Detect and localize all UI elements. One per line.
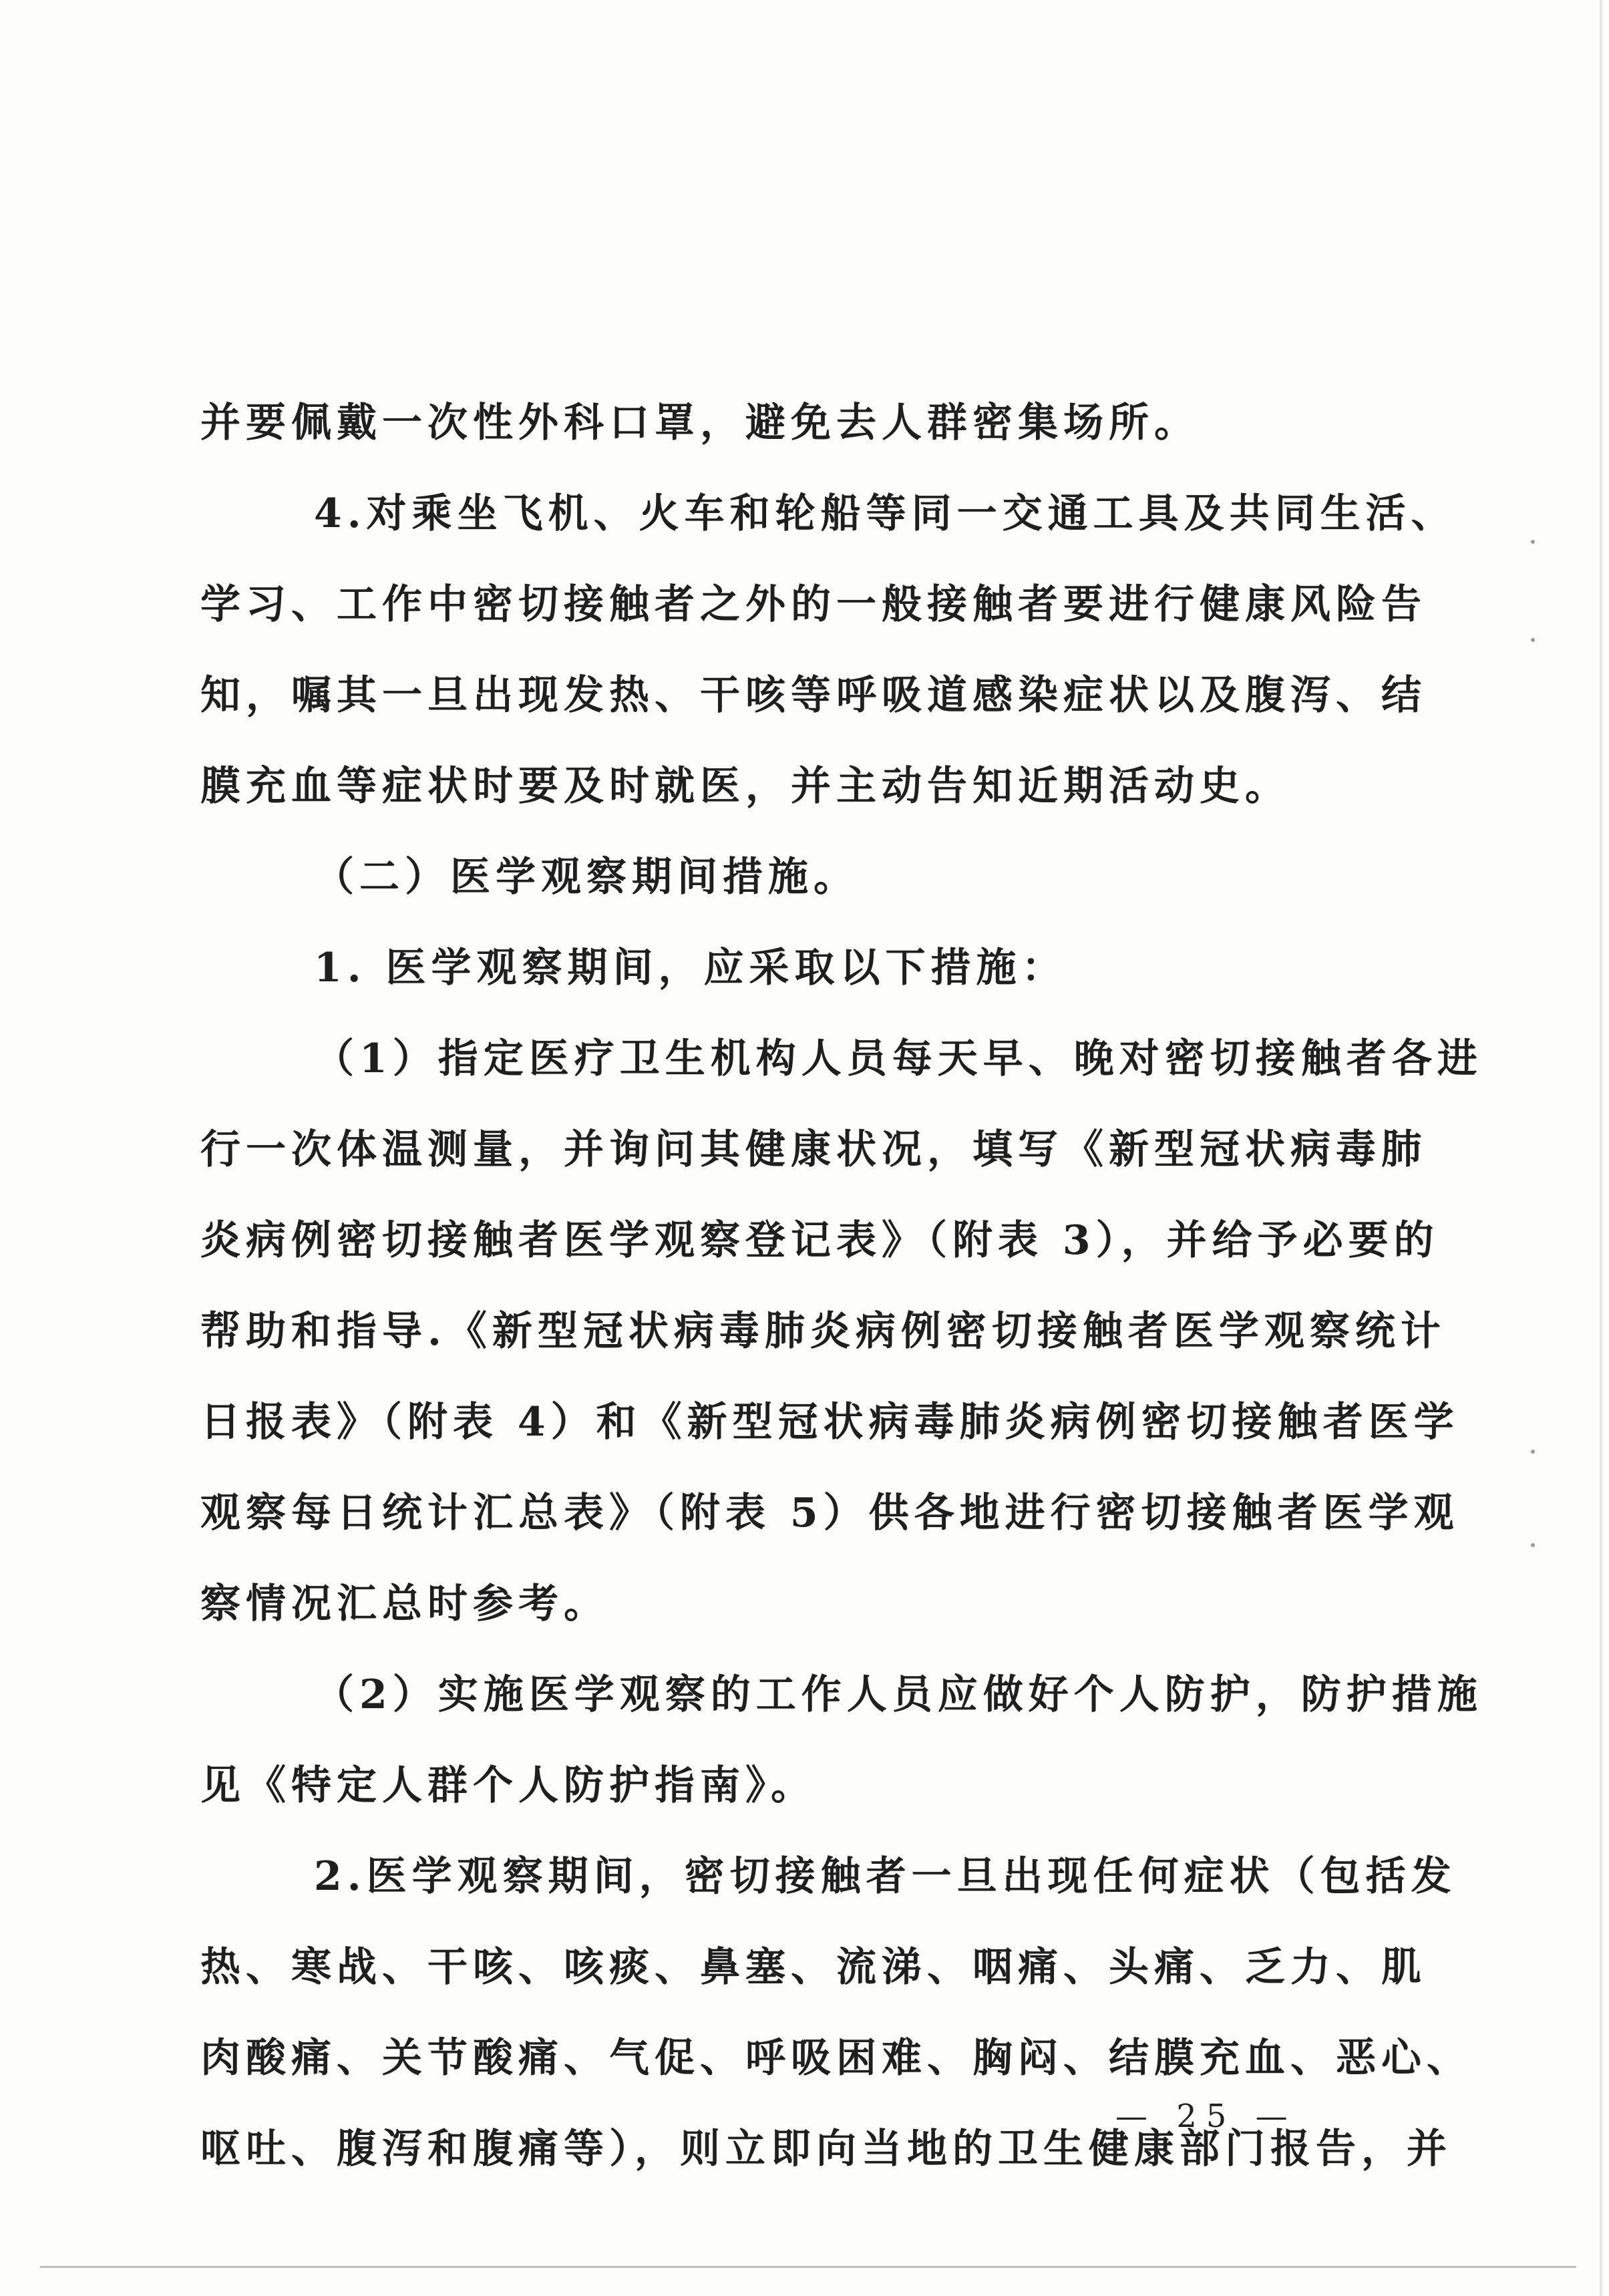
page-number: — 25 —: [1115, 2098, 1297, 2135]
text-line: 4.对乘坐飞机、火车和轮船等同一交通工具及共同生活、: [314, 490, 1457, 537]
text-line: 知，嘱其一旦出现发热、干咳等呼吸道感染症状以及腹泻、结: [200, 672, 1427, 719]
text-line: 学习、工作中密切接触者之外的一般接触者要进行健康风险告: [200, 581, 1427, 628]
scan-speck: [1531, 1543, 1535, 1547]
text-line: 察情况汇总时参考。: [200, 1581, 609, 1627]
section-heading: （二）医学观察期间措施。: [314, 854, 859, 900]
text-line: 行一次体温测量，并询问其健康状况，填写《新型冠状病毒肺: [200, 1126, 1427, 1173]
text-line: 观察每日统计汇总表》（附表 5）供各地进行密切接触者医学观: [200, 1490, 1459, 1536]
body-text: [200, 377, 1483, 2194]
scan-speck: [1531, 540, 1535, 544]
text-line: 见《特定人群个人防护指南》。: [200, 1762, 816, 1809]
text-line: （1）指定医疗卫生机构人员每天早、晚对密切接触者各进: [314, 1035, 1483, 1082]
text-line: 帮助和指导.《新型冠状病毒肺炎病例密切接触者医学观察统计: [200, 1308, 1446, 1355]
text-line: 膜充血等症状时要及时就医，并主动告知近期活动史。: [200, 763, 1290, 810]
text-line: 炎病例密切接触者医学观察登记表》（附表 3），并给予必要的: [200, 1217, 1439, 1264]
text-line: 2.医学观察期间，密切接触者一旦出现任何症状（包括发: [314, 1853, 1457, 1900]
text-line: 并要佩戴一次性外科口罩，避免去人群密集场所。: [200, 399, 1200, 446]
text-line: （2）实施医学观察的工作人员应做好个人防护，防护措施: [314, 1671, 1483, 1718]
text-line: 呕吐、腹泻和腹痛等），则立即向当地的卫生健康部门报告，并: [200, 2126, 1452, 2172]
text-line: 热、寒战、干咳、咳痰、鼻塞、流涕、咽痛、头痛、乏力、肌: [200, 1944, 1427, 1991]
scan-speck: [1531, 1450, 1535, 1454]
text-line: 1. 医学观察期间，应采取以下措施：: [314, 945, 1067, 991]
scan-edge-bottom: [40, 2266, 1576, 2268]
text-line: 日报表》（附表 4）和《新型冠状病毒肺炎病例密切接触者医学: [200, 1399, 1459, 1446]
scan-speck: [1531, 638, 1535, 642]
scan-edge-right: [1600, 0, 1602, 2296]
text-line: 肉酸痛、关节酸痛、气促、呼吸困难、胸闷、结膜充血、恶心、: [200, 2035, 1472, 2082]
